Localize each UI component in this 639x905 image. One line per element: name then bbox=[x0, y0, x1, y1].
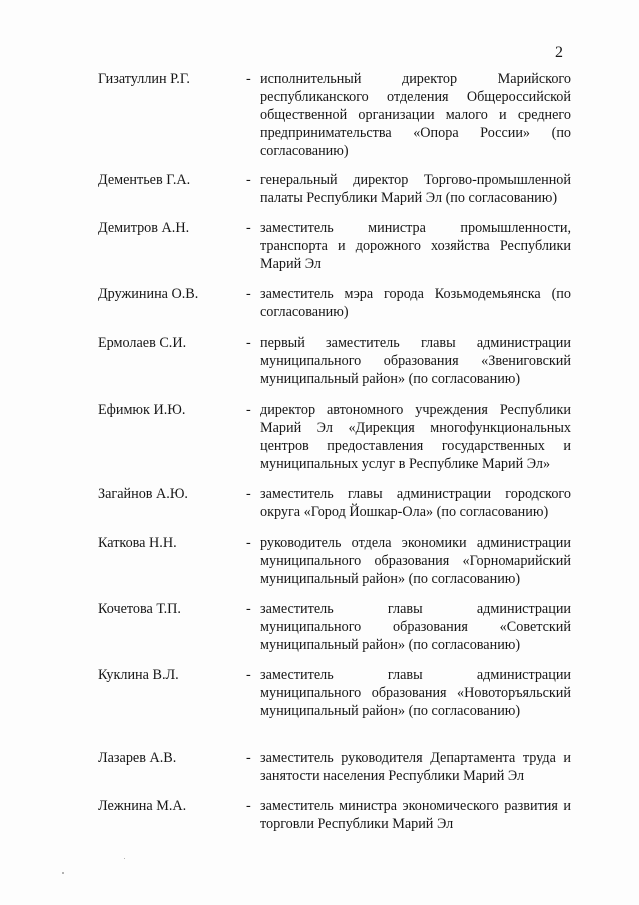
scan-speck bbox=[62, 872, 64, 874]
dash-separator: - bbox=[246, 286, 251, 302]
member-position: генеральный директор Торгово-промышленной палаты Республики Марий Эл (по согласованию) bbox=[260, 172, 571, 206]
member-name: Гизатуллин Р.Г. bbox=[98, 71, 190, 87]
dash-separator: - bbox=[246, 71, 251, 87]
member-position: первый заместитель главы администрации муниципального образования «Звениговский муниципальный район» (по согласованию) bbox=[260, 335, 571, 387]
dash-separator: - bbox=[246, 535, 251, 551]
member-position: заместитель руководителя Департамента труда и занятости населения Республики Марий Эл bbox=[260, 750, 571, 784]
dash-separator: - bbox=[246, 750, 251, 766]
member-name: Дементьев Г.А. bbox=[98, 172, 191, 188]
member-name: Ермолаев С.И. bbox=[98, 335, 187, 351]
dash-separator: - bbox=[246, 335, 251, 351]
dash-separator: - bbox=[246, 172, 251, 188]
dash-separator: - bbox=[246, 486, 251, 502]
member-name: Лазарев А.В. bbox=[98, 750, 177, 766]
member-name: Лежнина М.А. bbox=[98, 798, 187, 814]
member-position: заместитель главы администрации городского округа «Город Йошкар-Ола» (по согласованию) bbox=[260, 486, 571, 520]
member-position: директор автономного учреждения Республики Марий Эл «Дирекция многофункциональных центров предоставления государственных и муниципальных услуг в Республике Марий Эл» bbox=[260, 402, 571, 472]
member-name: Кочетова Т.П. bbox=[98, 601, 181, 617]
scan-speck bbox=[124, 858, 125, 859]
member-name: Ефимюк И.Ю. bbox=[98, 402, 186, 418]
dash-separator: - bbox=[246, 601, 251, 617]
dash-separator: - bbox=[246, 220, 251, 236]
member-position: заместитель главы администрации муниципального образования «Новоторъяльский муниципальный район» (по согласованию) bbox=[260, 667, 571, 719]
dash-separator: - bbox=[246, 798, 251, 814]
member-name: Демитров А.Н. bbox=[98, 220, 190, 236]
member-position: заместитель главы администрации муниципального образования «Советский муниципальный район» (по согласованию) bbox=[260, 601, 571, 653]
member-name: Дружинина О.В. bbox=[98, 286, 199, 302]
member-position: исполнительный директор Марийского республиканского отделения Общероссийской общественной организации малого и среднего предпринимательства «Опора России» (по согласованию) bbox=[260, 71, 571, 159]
member-position: заместитель мэра города Козьмодемьянска (по согласованию) bbox=[260, 286, 571, 320]
page-number: 2 bbox=[555, 44, 563, 61]
member-position: руководитель отдела экономики администрации муниципального образования «Горномарийский муниципальный район» (по согласованию) bbox=[260, 535, 571, 587]
member-position: заместитель министра промышленности, транспорта и дорожного хозяйства Республики Марий Эл bbox=[260, 220, 571, 272]
member-name: Загайнов А.Ю. bbox=[98, 486, 188, 502]
dash-separator: - bbox=[246, 667, 251, 683]
member-name: Куклина В.Л. bbox=[98, 667, 179, 683]
member-name: Каткова Н.Н. bbox=[98, 535, 177, 551]
dash-separator: - bbox=[246, 402, 251, 418]
member-position: заместитель министра экономического развития и торговли Республики Марий Эл bbox=[260, 798, 571, 832]
